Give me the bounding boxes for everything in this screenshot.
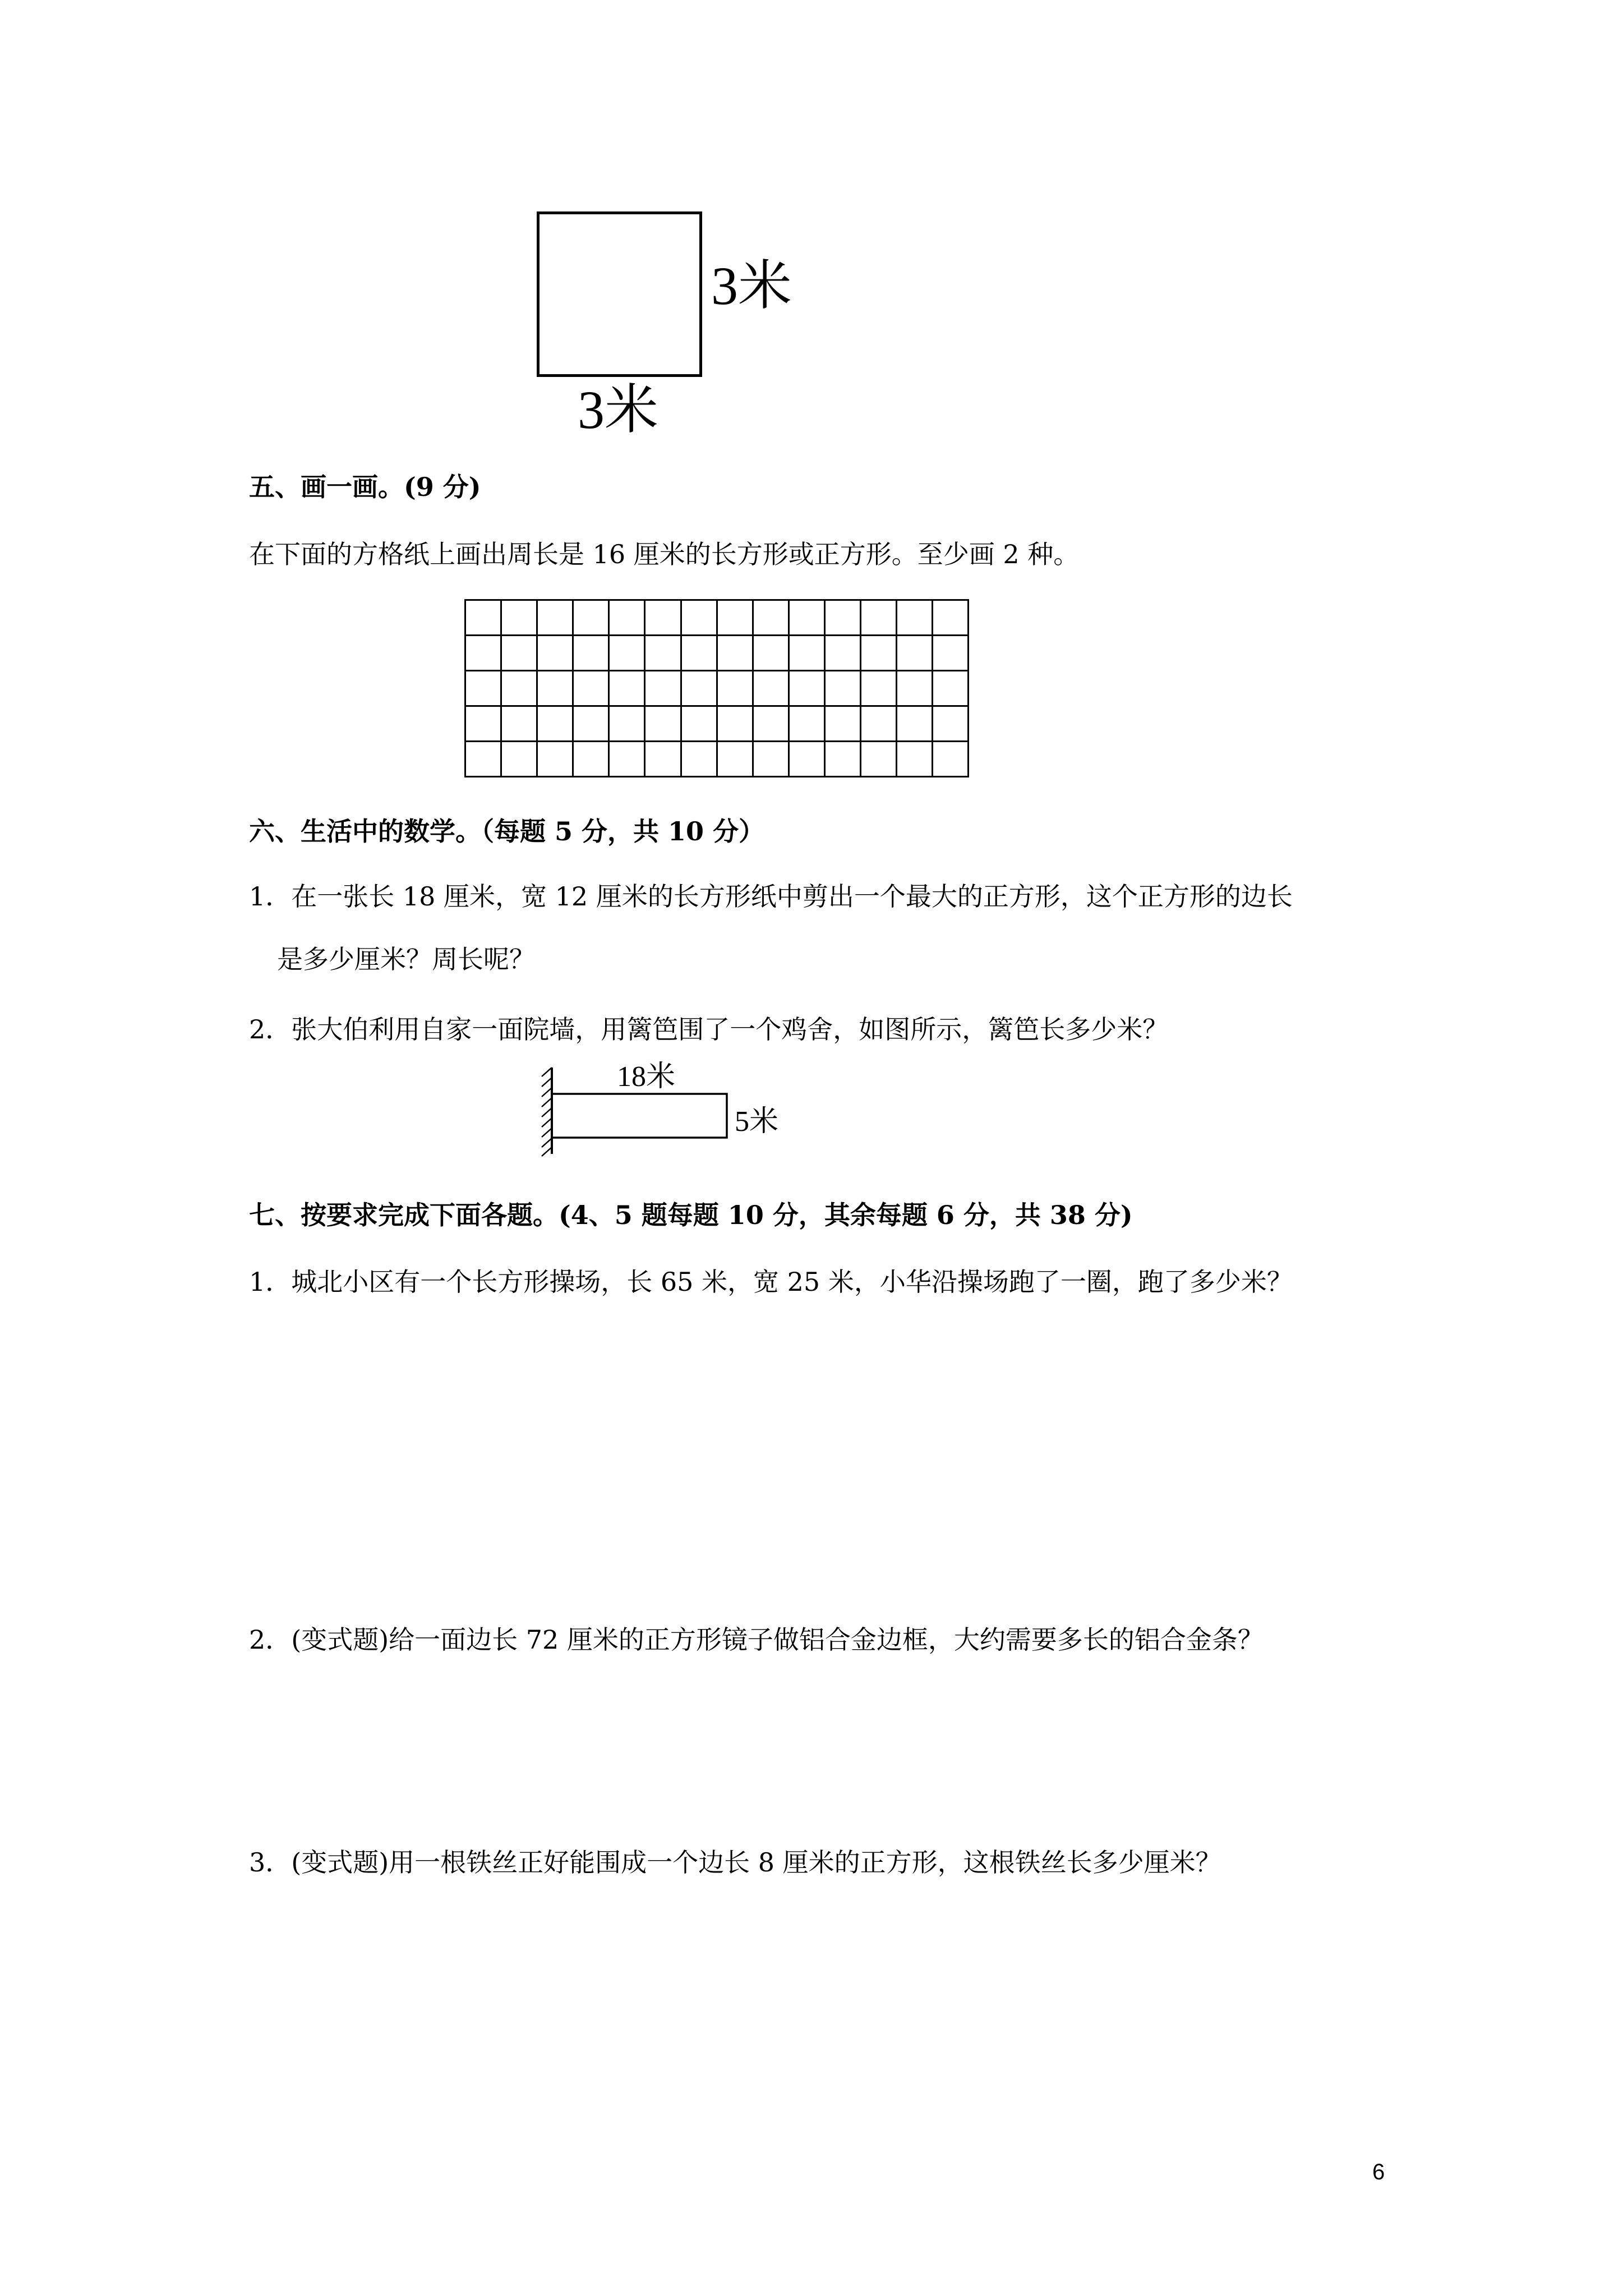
section-6-question-1-line-1: 1．在一张长 18 厘米，宽 12 厘米的长方形纸中剪出一个最大的正方形，这个正方形的边长 [249, 881, 1293, 912]
grid-cell [573, 706, 609, 742]
grid-cell [465, 671, 501, 706]
section-5-heading: 五、画一画。(9 分) [249, 472, 481, 502]
grid-cell [501, 706, 537, 742]
grid-cell [501, 636, 537, 671]
grid-cell [897, 742, 933, 777]
grid-cell [789, 636, 824, 671]
grid-row [465, 600, 969, 636]
grid-cell [897, 706, 933, 742]
grid-cell [645, 636, 681, 671]
grid-cell [753, 636, 789, 671]
grid-cell [897, 636, 933, 671]
fence-length-label: 18米 [617, 1061, 676, 1093]
grid-cell [861, 742, 897, 777]
grid-cell [717, 636, 753, 671]
grid-cell [897, 600, 933, 636]
section-7-question-1: 1．城北小区有一个长方形操场，长 65 米，宽 25 米，小华沿操场跑了一圈，跑了多少米？ [249, 1267, 1293, 1297]
grid-cell [465, 706, 501, 742]
grid-cell [681, 671, 717, 706]
section-7-question-2: 2．(变式题)给一面边长 72 厘米的正方形镜子做铝合金边框，大约需要多长的铝合金条？ [249, 1625, 1264, 1655]
grid-cell [933, 636, 969, 671]
grid-cell [824, 600, 860, 636]
grid-paper [464, 599, 969, 777]
grid-cell [609, 600, 645, 636]
grid-cell [501, 671, 537, 706]
grid-cell [933, 600, 969, 636]
grid-cell [824, 671, 860, 706]
grid-cell [824, 636, 860, 671]
grid-cell [465, 600, 501, 636]
grid-cell [789, 671, 824, 706]
grid-cell [681, 742, 717, 777]
grid-cell [573, 671, 609, 706]
grid-cell [861, 671, 897, 706]
grid-cell [717, 742, 753, 777]
grid-cell [573, 600, 609, 636]
section-6-question-2: 2．张大伯利用自家一面院墙，用篱笆围了一个鸡舍，如图所示，篱笆长多少米？ [249, 1014, 1169, 1045]
grid-cell [681, 636, 717, 671]
fence-rectangle [552, 1094, 727, 1138]
grid-row [465, 636, 969, 671]
grid-cell [861, 706, 897, 742]
grid-cell [501, 742, 537, 777]
wall-hatching [542, 1068, 552, 1156]
grid-cell [573, 636, 609, 671]
section-5-instruction: 在下面的方格纸上画出周长是 16 厘米的长方形或正方形。至少画 2 种。 [249, 539, 1080, 569]
grid-cell [645, 671, 681, 706]
grid-cell [645, 600, 681, 636]
grid-cell [933, 671, 969, 706]
grid-cell [717, 671, 753, 706]
grid-cell [573, 742, 609, 777]
grid-cell [789, 600, 824, 636]
grid-cell [824, 742, 860, 777]
grid-cell [824, 706, 860, 742]
grid-cell [537, 636, 573, 671]
grid-cell [753, 671, 789, 706]
grid-cell [609, 706, 645, 742]
grid-cell [501, 600, 537, 636]
grid-row [465, 742, 969, 777]
grid-cell [933, 706, 969, 742]
grid-cell [861, 600, 897, 636]
grid-cell [717, 600, 753, 636]
grid-cell [645, 742, 681, 777]
fence-width-label: 5米 [735, 1106, 779, 1138]
grid-cell [789, 706, 824, 742]
grid-cell [897, 671, 933, 706]
grid-cell [861, 636, 897, 671]
square-side-label-right: 3米 [711, 256, 792, 316]
grid-cell [537, 742, 573, 777]
grid-cell [717, 706, 753, 742]
grid-cell [753, 742, 789, 777]
grid-cell [789, 742, 824, 777]
page-number: 6 [1372, 2160, 1385, 2184]
square-side-label-bottom: 3米 [578, 380, 658, 440]
grid-cell [465, 742, 501, 777]
grid-cell [681, 600, 717, 636]
section-6-question-1-line-2: 是多少厘米？周长呢？ [277, 944, 535, 974]
grid-cell [537, 706, 573, 742]
grid-cell [537, 600, 573, 636]
grid-cell [465, 636, 501, 671]
grid-cell [645, 706, 681, 742]
section-7-heading: 七、按要求完成下面各题。(4、5 题每题 10 分，其余每题 6 分，共 38 分) [249, 1200, 1133, 1230]
grid-cell [753, 600, 789, 636]
grid-cell [609, 742, 645, 777]
grid-row [465, 706, 969, 742]
grid-row [465, 671, 969, 706]
grid-cell [753, 706, 789, 742]
grid-cell [933, 742, 969, 777]
grid-cell [609, 671, 645, 706]
grid-cell [609, 636, 645, 671]
grid-cell [537, 671, 573, 706]
section-6-heading: 六、生活中的数学。（每题 5 分，共 10 分） [249, 816, 765, 846]
section-7-question-3: 3．(变式题)用一根铁丝正好能围成一个边长 8 厘米的正方形，这根铁丝长多少厘米？ [249, 1847, 1221, 1878]
square-figure [537, 211, 702, 377]
grid-cell [681, 706, 717, 742]
